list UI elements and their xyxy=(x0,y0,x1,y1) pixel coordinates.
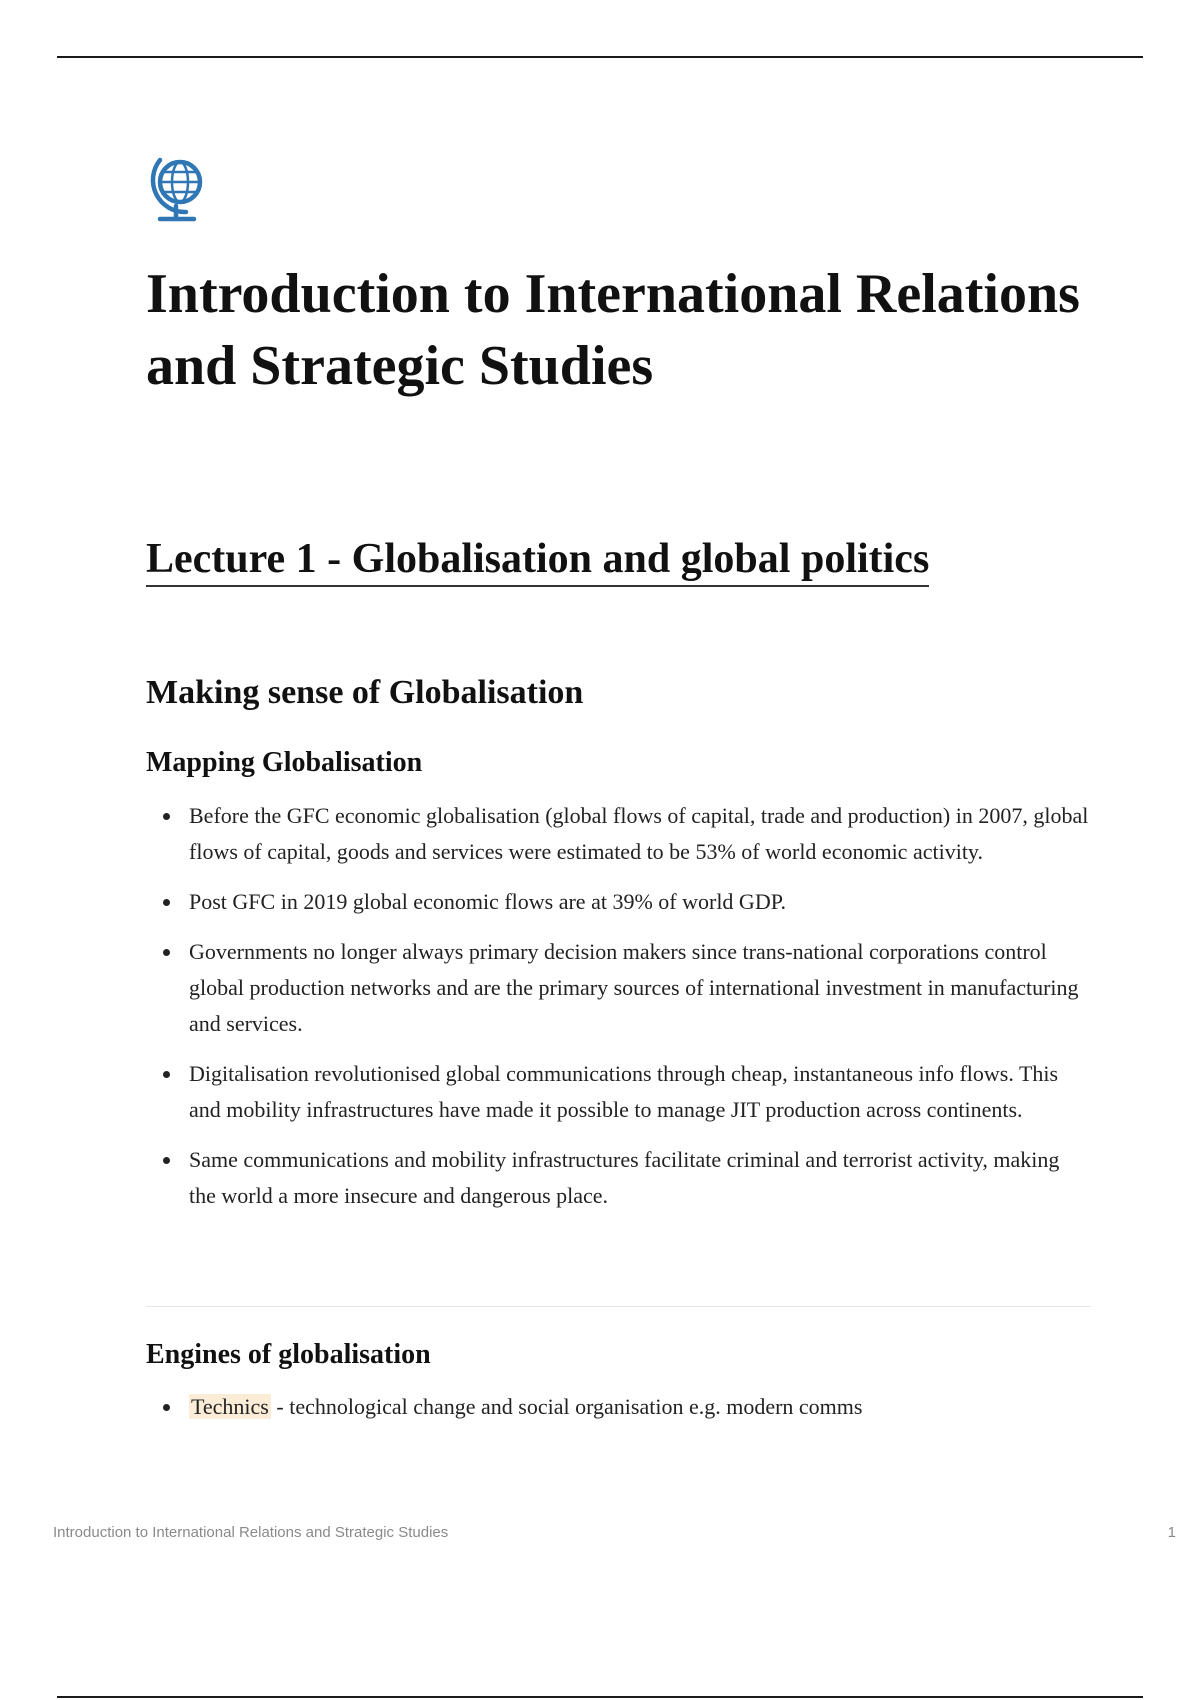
list-item-text: - technological change and social organisation e.g. modern comms xyxy=(270,1394,863,1419)
bullet-icon xyxy=(163,1157,170,1164)
list-item-text: Digitalisation revolutionised global communications through cheap, instantaneous info flows. This and mobility infrastructures have made it possible to manage JIT production across continents. xyxy=(189,1061,1059,1122)
highlighted-term: Technics xyxy=(191,1394,269,1419)
list-item xyxy=(146,1142,1091,1214)
bullet-icon xyxy=(163,1071,170,1078)
page-number: 1 xyxy=(1167,1524,1176,1541)
engines-list xyxy=(146,1389,1091,1439)
footer-title: Introduction to International Relations and Strategic Studies xyxy=(53,1524,449,1541)
list-item xyxy=(146,1389,1091,1425)
globe-icon xyxy=(146,148,210,224)
mapping-list xyxy=(146,798,1091,1228)
bullet-icon xyxy=(163,899,170,906)
section-heading: Making sense of Globalisation xyxy=(146,674,584,711)
section-divider xyxy=(146,1306,1091,1307)
list-item xyxy=(146,1056,1091,1128)
document-title: Introduction to International Relations and Strategic Studies xyxy=(146,263,1080,397)
lecture-heading: Lecture 1 - Globalisation and global politics xyxy=(146,533,929,587)
bullet-icon xyxy=(163,813,170,820)
list-item-text: Before the GFC economic globalisation (global flows of capital, trade and production) in 2007, global flows of capital, goods and services were estimated to be 53% of world economic activity. xyxy=(189,803,1089,864)
engines-heading: Engines of globalisation xyxy=(146,1339,431,1370)
list-item-text: Post GFC in 2019 global economic flows are at 39% of world GDP. xyxy=(189,889,786,914)
list-item xyxy=(146,884,1091,920)
top-rule xyxy=(57,56,1143,58)
list-item xyxy=(146,798,1091,870)
bullet-icon xyxy=(163,1404,170,1411)
list-item-text: Same communications and mobility infrastructures facilitate criminal and terrorist activity, making the world a more insecure and dangerous place. xyxy=(189,1147,1060,1208)
bullet-icon xyxy=(163,949,170,956)
mapping-heading: Mapping Globalisation xyxy=(146,747,423,778)
list-item-text: Governments no longer always primary decision makers since trans-national corporations control global production networks and are the primary sources of international investment in manufacturing and services. xyxy=(189,939,1079,1036)
bottom-rule xyxy=(57,1696,1143,1698)
list-item xyxy=(146,934,1091,1042)
